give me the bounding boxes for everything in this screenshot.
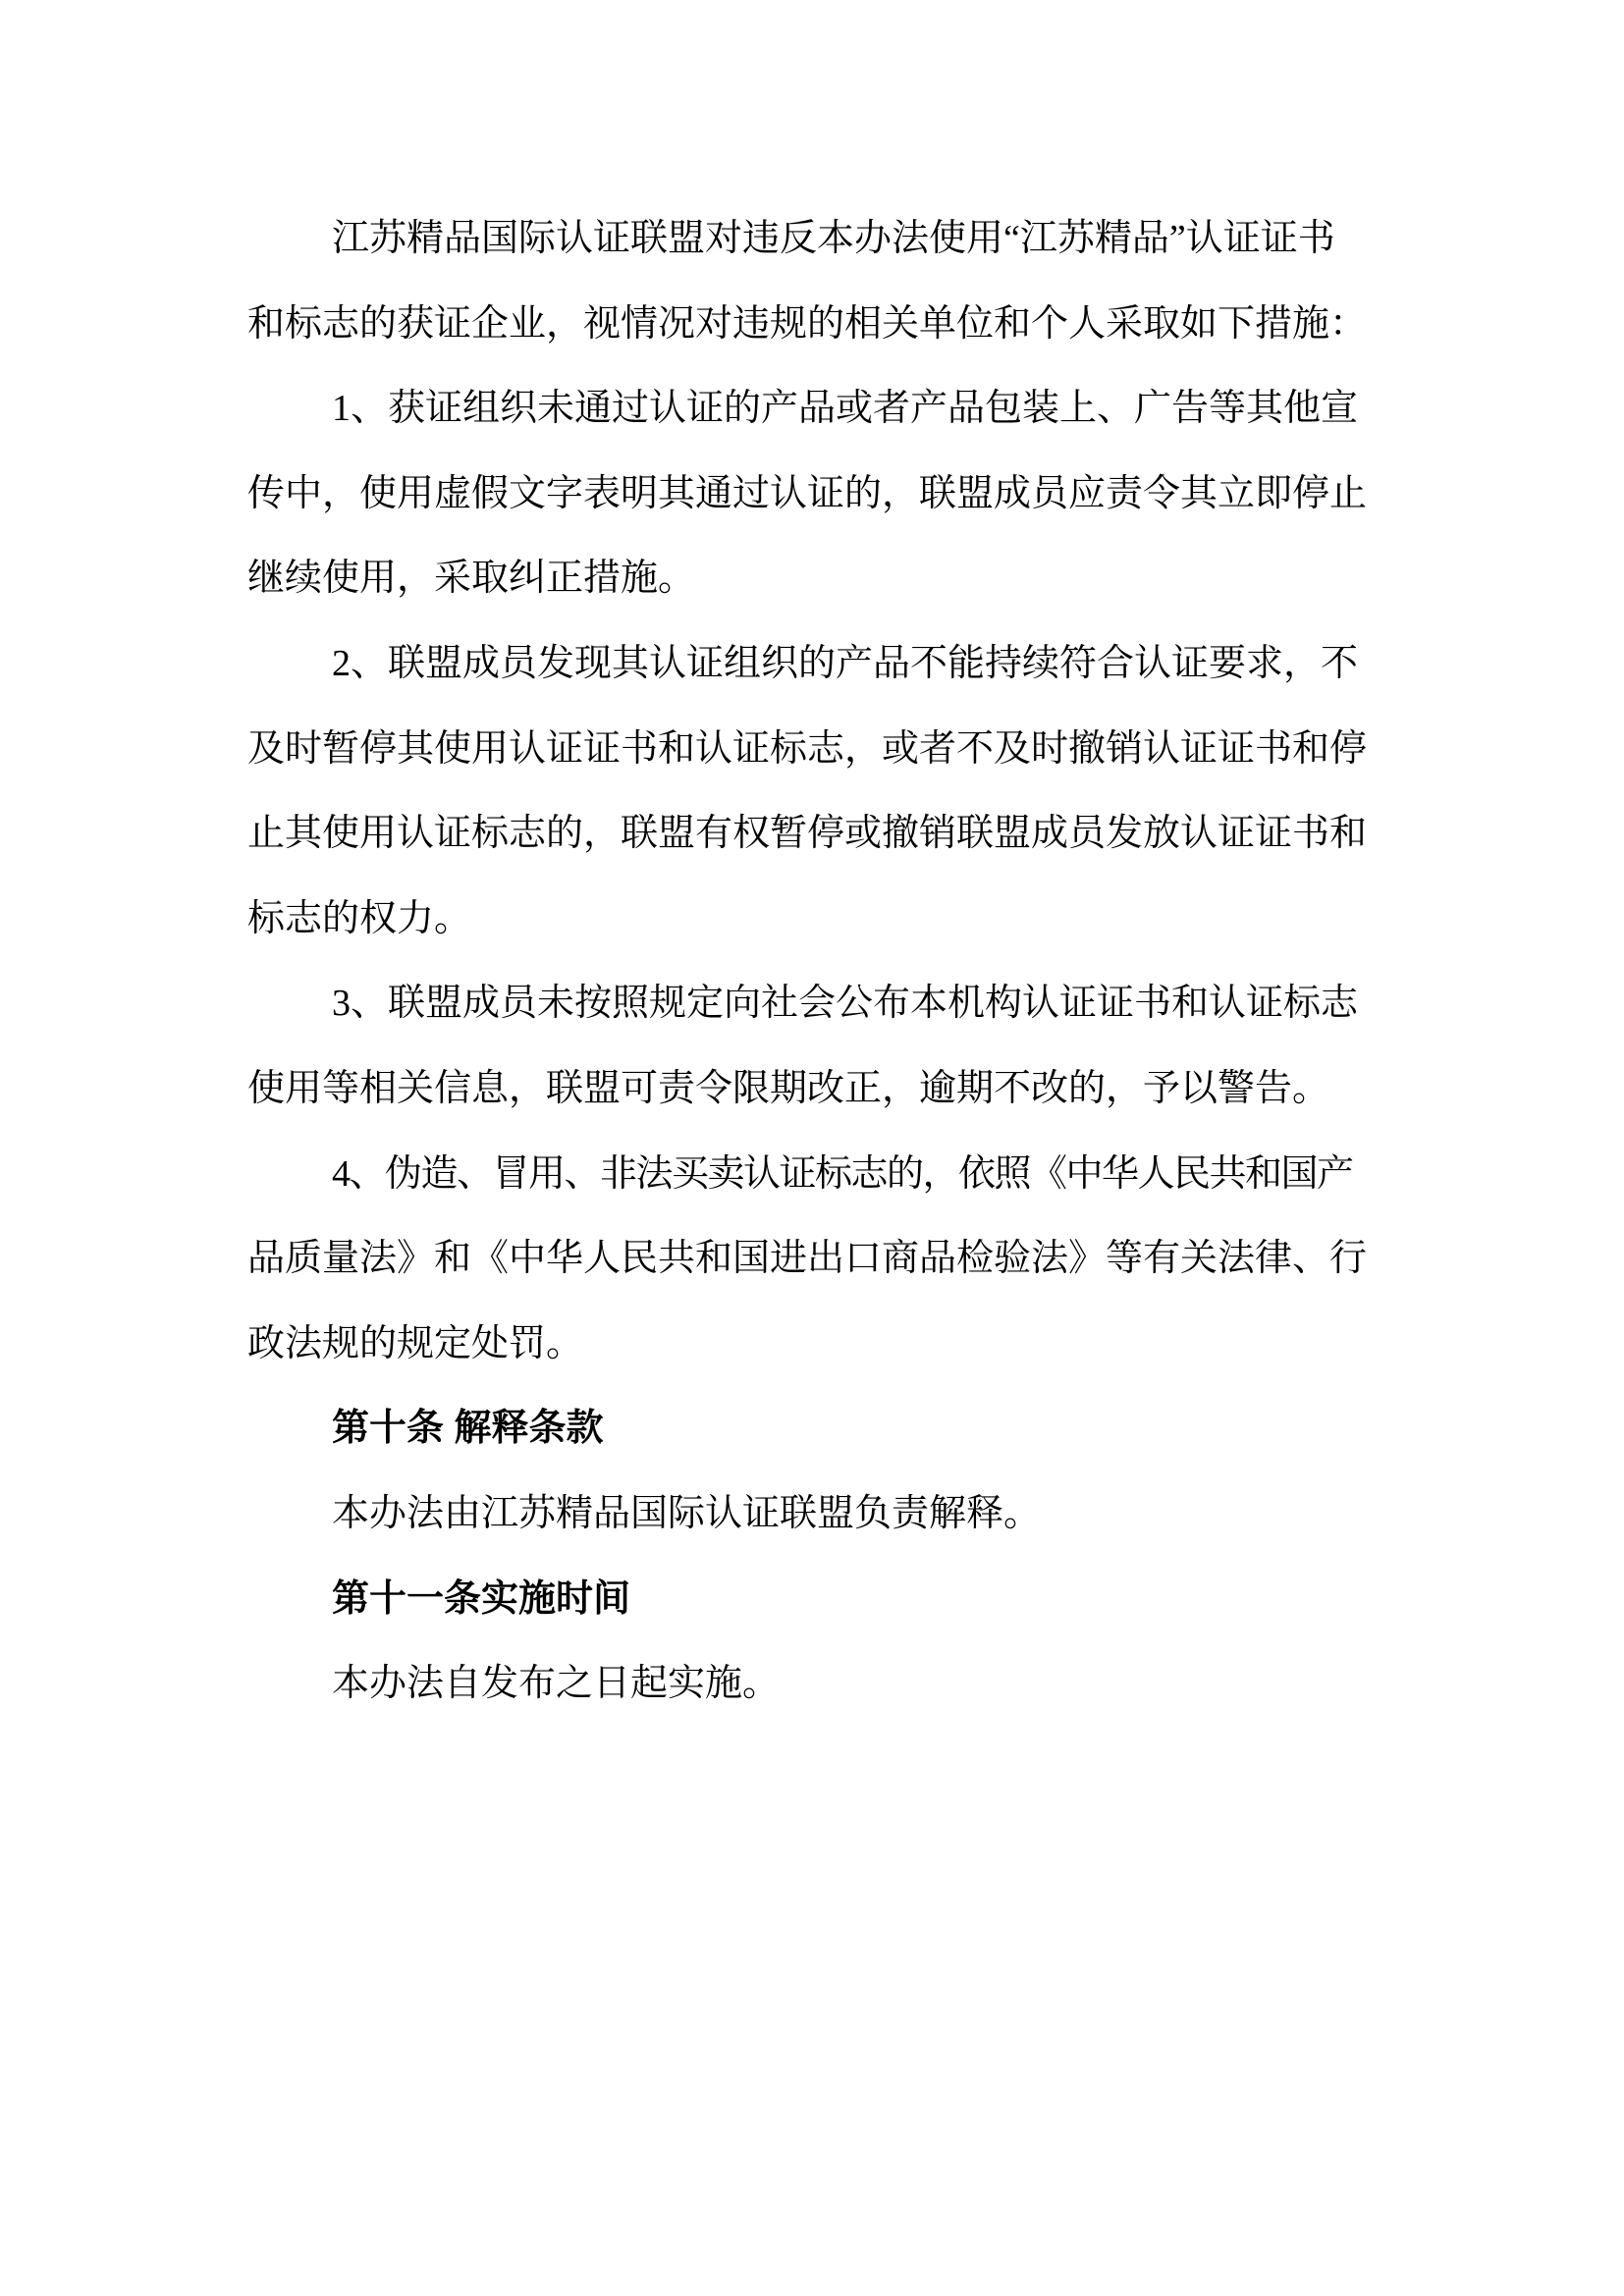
article-10-heading: 第十条 解释条款: [332, 1408, 604, 1450]
item-4-line3: 政法规的规定处罚。: [247, 1322, 584, 1364]
item-1-line2: 传中，使用虚假文字表明其通过认证的，联盟成员应责令其立即停止: [247, 472, 1368, 514]
item-4-line2: 品质量法》和《中华人民共和国进出口商品检验法》等有关法律、行: [247, 1238, 1368, 1280]
item-2-line1: 2、联盟成员发现其认证组织的产品不能持续符合认证要求，不: [332, 642, 1359, 684]
item-2-line3: 止其使用认证标志的，联盟有权暂停或撤销联盟成员发放认证证书和: [247, 813, 1368, 855]
item-1-line3: 继续使用，采取纠正措施。: [247, 558, 696, 600]
article-10-body: 本办法由江苏精品国际认证联盟负责解释。: [332, 1492, 1042, 1534]
item-2-line4: 标志的权力。: [247, 897, 472, 939]
paragraph-intro-line2: 和标志的获证企业，视情况对违规的相关单位和个人采取如下措施：: [247, 302, 1368, 345]
item-1-line1: 1、获证组织未通过认证的产品或者产品包装上、广告等其他宣: [332, 388, 1359, 430]
article-11-body: 本办法自发布之日起实施。: [332, 1663, 781, 1705]
article-11-heading: 第十一条实施时间: [332, 1577, 631, 1620]
document-text-block: [247, 196, 1375, 1727]
item-3-line2: 使用等相关信息，联盟可责令限期改正，逾期不改的，予以警告。: [247, 1067, 1330, 1109]
item-2-line2: 及时暂停其使用认证证书和认证标志，或者不及时撤销认证证书和停: [247, 727, 1368, 770]
paragraph-intro-line1: 江苏精品国际认证联盟对违反本办法使用“江苏精品”认证证书: [332, 218, 1335, 259]
item-4-line1: 4、伪造、冒用、非法买卖认证标志的，依照《中华人民共和国产: [332, 1152, 1353, 1195]
item-3-line1: 3、联盟成员未按照规定向社会公布本机构认证证书和认证标志: [332, 983, 1359, 1025]
